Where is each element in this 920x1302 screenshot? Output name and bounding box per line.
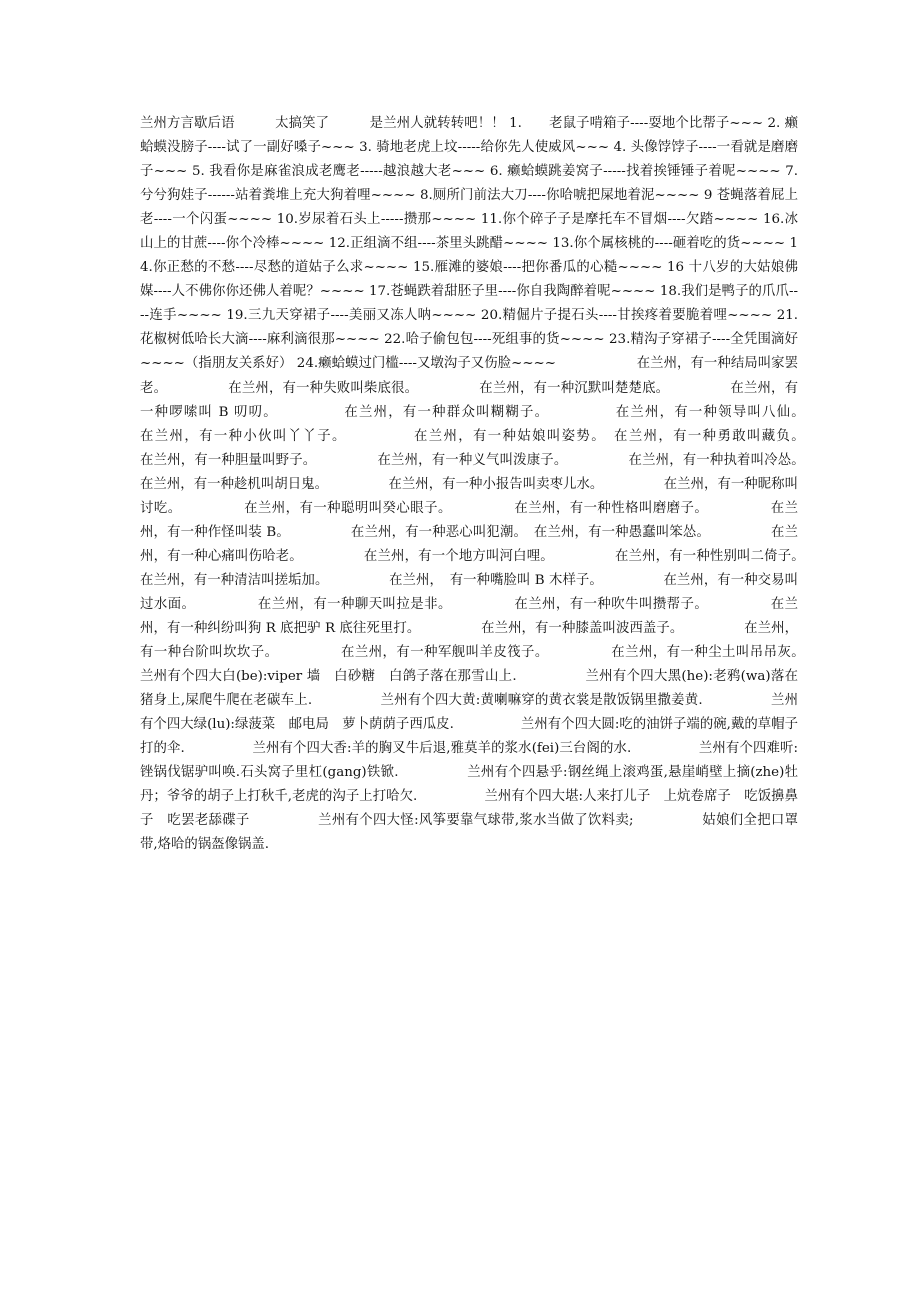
document-body-text: 兰州方言歇后语 太搞笑了 是兰州人就转转吧！！ 1. 老鼠子啃箱子----耍地个比帮子~~~ 2. 癞蛤蟆没膀子----试了一副好嗓子~~~ 3. 骑地老虎上坟-----给你先人使威风~~~ 4. 头像饽饽子----一看就是磨磨子~~~ 5. 我看你是麻雀浪成老鹰老-----越浪越大老~~~ 6. 癞蛤蟆跳姜窝子-----找着挨锤锤子着呢~~~~ 7. 兮兮狗娃子------站着粪堆上充大狗着哩~~~~ 8.厕所门前法大刀----你哈唬把屎地着泥~~~~ 9 苍蝇落着屁上老----一个闪蛋~~~~ 10.岁尿着石头上-----攒那~~~~ 11.你个碎子子是摩托车不冒烟----欠踏~~~~ 16.冰山上的甘蔗----你个冷棒~~~~ 12.正组滴不组----茶里头跳醋~~~~ 13.你个属核桃的----砸着吃的货~~~~ 14.你正愁的不愁----尽愁的道姑子么求~~~~ 15.雁滩的婆娘----把你番瓜的心糙~~~~ 16 十八岁的大姑娘佛媒----人不佛你你还佛人着呢？~~~~ 17.苍蝇跌着甜胚子里----你自我陶醉着呢~~~~ 18.我们是鸭子的爪爪----连手~~~~ 19.三九天穿裙子----美丽又冻人呐~~~~ 20.精倔片子提石头----甘挨疼着要脆着哩~~~~ 21.花椒树低哈长大滴----麻利滴很那~~~~ 22.哈子偷包包----死组事的货~~~~ 23.精沟子穿裙子----全凭围滴好~~~~（指朋友关系好） 24.癞蛤蟆过门槛----又墩沟子又伤脸~~~~ 在兰州，有一种结局叫家罢老。 在兰州，有一种失败叫柴底很。 在兰州，有一种沉默叫楚楚底。 在兰州，有一种啰嗦叫 B 叨叨。 在兰州，有一种群众叫糊糊子。 在兰州，有一种领导叫八仙。 在兰州，有一种小伙叫丫丫子。 在兰州，有一种姑娘叫姿势。 在兰州，有一种勇敢叫藏负。 在兰州，有一种胆量叫野子。 在兰州，有一种义气叫泼康子。 在兰州，有一种执着叫冷怂。 在兰州，有一种趁机叫胡日鬼。 在兰州，有一种小报告叫卖枣儿水。 在兰州，有一种昵称叫讨吃。 在兰州，有一种聪明叫癸心眼子。 在兰州，有一种性格叫磨磨子。 在兰州，有一种作怪叫装 B。 在兰州，有一种恶心叫犯潮。 在兰州，有一种愚蠢叫笨怂。 在兰州，有一种心痛叫伤哈老。 在兰州，有一个地方叫河白哩。 在兰州，有一种性别叫二倚子。 在兰州，有一种清洁叫搓垢加。 在兰州， 有一种嘴脸叫 B 木样子。 在兰州，有一种交易叫过水面。 在兰州，有一种聊天叫拉是非。 在兰州，有一种吹牛叫攒帮子。 在兰州，有一种纠纷叫狗 R 底把驴 R 底往死里打。 在兰州，有一种膝盖叫波西盖子。 在兰州，有一种台阶叫坎坎子。 在兰州，有一种军舰叫羊皮筏子。 在兰州，有一种尘土叫吊吊灰。 兰州有个四大白(be):viper 墙 白砂糖 白鸽子落在那雪山上. 兰州有个四大黑(he):老鸦(wa)落在猪身上,屎爬牛爬在老碳车上. 兰州有个四大黄:黄喇嘛穿的黄衣裳是散饭锅里撒姜黄. 兰州有个四大绿(lu):绿菠菜 邮电局 萝卜荫荫子西瓜皮. 兰州有个四大圆:吃的油饼子端的碗,戴的草帽子打的伞. 兰州有个四大香:羊的胸叉牛后退,雅莫羊的浆水(fei)三台阁的水. 兰州有个四难听:锉锅伐锯驴叫唤.石头窝子里杠(gang)铁锨. 兰州有个四悬乎:钢丝绳上滚鸡蛋,悬崖峭壁上摘(zhe)牡丹；爷爷的胡子上打秋千,老虎的沟子上打哈欠. 兰州有个四大堪:人来打儿子 上炕卷席子 吃饭擤鼻子 吃罢老舔碟子 兰州有个四大怪:风筝要靠气球带,浆水当做了饮料卖; 姑娘们全把口罩带,烙哈的锅盔像锅盖. [140, 116, 865, 853]
